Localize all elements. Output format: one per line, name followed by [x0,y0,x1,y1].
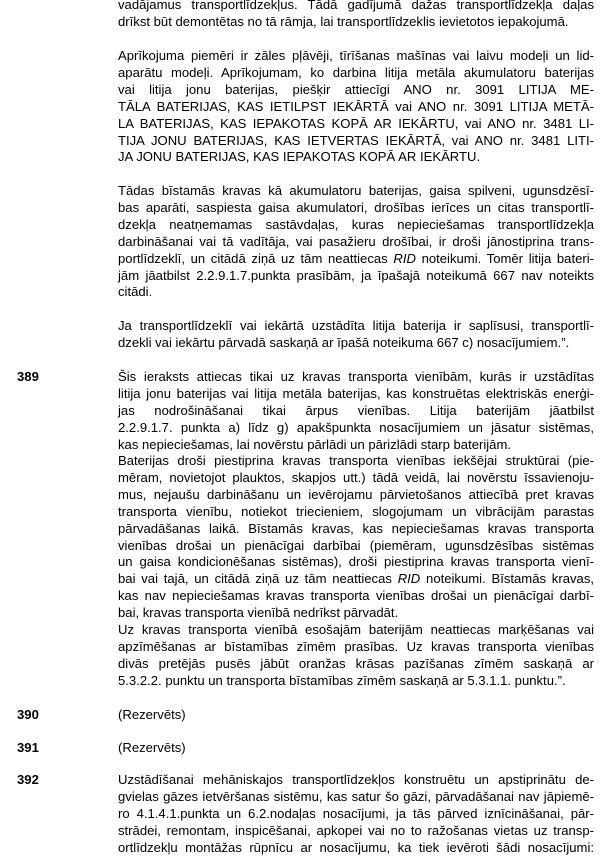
text-line: Šis ieraksts attiecas tikai uz kravas transporta vienībām, kurās ir uzstādītas [118,369,594,384]
paragraph-389-securing [118,453,594,622]
text-line: jām jāatbilst 2.2.9.1.7.punkta prasībām, ja īpašajā noteikumā 667 nav noteikts [118,267,594,283]
provision-number-389: 389 [17,369,39,384]
text-line: Uzstādīšanai mehāniskajos transportlīdzekļos konstruētu un apstiprinātu de- [118,772,594,787]
text-line: LA BATERIJAS, KAS IEPAKOTAS KOPĀ AR IEKĀRTU, vai ANO nr. 3481 LI- [118,115,594,131]
text-line: transporta vienību, notiekot triecieniem, slogojumam un vibrācijām parastas [118,503,594,519]
text-line: TĀLA BATERIJAS, KAS IETILPST IEKĀRTĀ vai ANO nr. 3091 LITIJA METĀ- [118,98,594,114]
provision-number-392: 392 [17,772,39,787]
text-line: Baterijas droši piestiprina kravas transporta vienības iekšējai struktūrai (pie- [118,453,594,468]
text-line: ro 4.1.4.1.punkta un 6.2.nodaļas nosacījumi, ja tās pārved iznīcināšanai, pār- [118,805,594,821]
text-line: ortlīdzekļu montāžas rūpnīcu ar nosacījumu, ka tiek ievēroti šādi nosacījumi: [118,839,594,855]
provision-number-390: 390 [17,707,39,722]
text-line: divās pretējās pusēs jābūt oranžas krāsas pazīšanas zīmēm saskaņā ar [118,655,594,671]
paragraph-391 [118,740,594,757]
text-line: TIJA JONU BATERIJAS, KAS IETVERTAS IEKĀRTĀ, vai ANO nr. 3481 LITI- [118,132,594,148]
text-line: Uz kravas transporta vienībā esošajām baterijām neattiecas marķēšanas vai [118,622,594,637]
text-line: (Rezervēts) [118,740,186,755]
paragraph-equipment-examples [118,48,594,166]
text-segment: noteikumi. Bīstamās kravas, [426,571,595,587]
text-line: mēram, novietojot plauktos, skapjos utt.) tādā veidā, lai novērstu īssavienoju- [118,469,594,485]
text-line: Tādas bīstamās kravas kā akumulatoru baterijas, gaisa spilveni, ugunsdzēsī- [118,183,594,198]
text-line: strādei, remontam, inspicēšanai, apkopei vai no to ražošanas vietas uz transp- [118,822,594,838]
text-line: drīkst būt demontētas no tā rāmja, lai transportlīdzeklis ievietotos iepakojumā. [118,13,569,29]
provision-number-391: 391 [17,740,39,755]
paragraph-dangerous-goods [118,183,594,301]
text-segment: portlīdzeklī, un citādā ziņā uz tām neattiecas [118,250,388,266]
text-line [118,571,594,588]
text-line: bas aparāti, saspiesta gaisa akumulatori, drošības ierīces un citas transportlī- [118,199,594,215]
text-line: dzekļa neatņemamas sastāvdaļas, kuras nepieciešamas transportlīdzekļa [118,216,594,232]
text-line: vadājamus transportlīdzekļus. Tādā gadījumā dažas transportlīdzekļa daļas [118,0,594,12]
paragraph-392 [118,772,594,857]
paragraph-389-scope [118,369,594,454]
text-line: apzīmēšanas ar bīstamības zīmēm prasības. Uz kravas transporta vienības [118,638,594,654]
text-line: mus, nejaušu darbināšanu un ievērojamu pārvietošanos attiecībā pret kravas [118,486,594,502]
text-line: aparātu modeļi. Aprīkojumam, ko darbina litija metāla akumulatoru baterijas [118,64,594,80]
text-segment: noteikumi. Tomēr litija bateri- [421,250,595,266]
text-line: 2.2.9.1.7. punkta a) līdz g) apakšpunkta nosacījumiem un jāsatur sistēmas, [118,419,594,435]
text-line: JA JONU BATERIJAS, KAS IEPAKOTAS KOPĀ AR IEKĀRTU. [118,149,481,165]
text-line: litija jonu baterijas vai litija metāla baterijas, kas konstruētas elektriskās enerģi- [118,385,594,401]
text-segment: bai vai tajā, un citādā ziņā uz tām neattiecas [118,571,392,587]
text-line: gvielas gāzes ietvēršanas sistēmu, kas satur šo gāzi, pārvadāšanai nav jāpiemē- [118,788,594,804]
paragraph-390 [118,707,594,724]
text-line: vienības drošai un pienācīgai darbībai (piemēram, ugunsdzēsības sistēmas [118,537,594,553]
rid-term: RID [397,571,421,587]
paragraph-damaged-battery [118,318,594,352]
text-line: darbināšanai vai tā vadītāja, vai pasažieru drošībai, ir droši jānostiprina trans- [118,233,594,249]
text-line: kas nav nepieciešamas kravas transporta vienības drošai un pienācīgai darbī- [118,588,594,604]
paragraph-continued [118,0,594,31]
text-line: Ja transportlīdzeklī vai iekārtā uzstādīta litija baterija ir saplīsusi, transportlī- [118,318,594,333]
text-line: (Rezervēts) [118,707,186,722]
paragraph-389-marking [118,622,594,690]
text-line [118,251,594,268]
text-line: pārvadāšanas laikā. Bīstamās kravas, kas nepieciešamas kravas transporta [118,520,594,536]
rid-term: RID [393,250,416,266]
text-line: un gaisa kondicionēšanas sistēmas), droši piestiprina kravas transporta vienī- [118,554,594,570]
text-line: 5.3.2.2. punktu un transporta bīstamības zīmēm saskaņā ar 5.3.1.1. punktu.”. [118,672,566,688]
text-line: dzekli vai iekārtu pārvadā saskaņā ar īpašā noteikuma 667 c) nosacījumiem.”. [118,334,570,350]
text-line: vai litija jonu baterijas, piešķir attiecīgi ANO nr. 3091 LITIJA ME- [118,81,594,97]
text-line: jas nodrošināšanai tikai ārpus vienības. Litija baterijām jāatbilst [118,402,594,418]
text-line: citādi. [118,284,153,300]
text-line: bai, kravas transporta vienībā nedrīkst pārvadāt. [118,605,399,621]
text-line: Aprīkojuma piemēri ir zāles pļāvēji, tīrīšanas mašīnas vai laivu modeļi un lid- [118,48,594,63]
text-line: kas nepieciešamas, lai novērstu pārlādi un pārizlādi starp baterijām. [118,436,512,452]
